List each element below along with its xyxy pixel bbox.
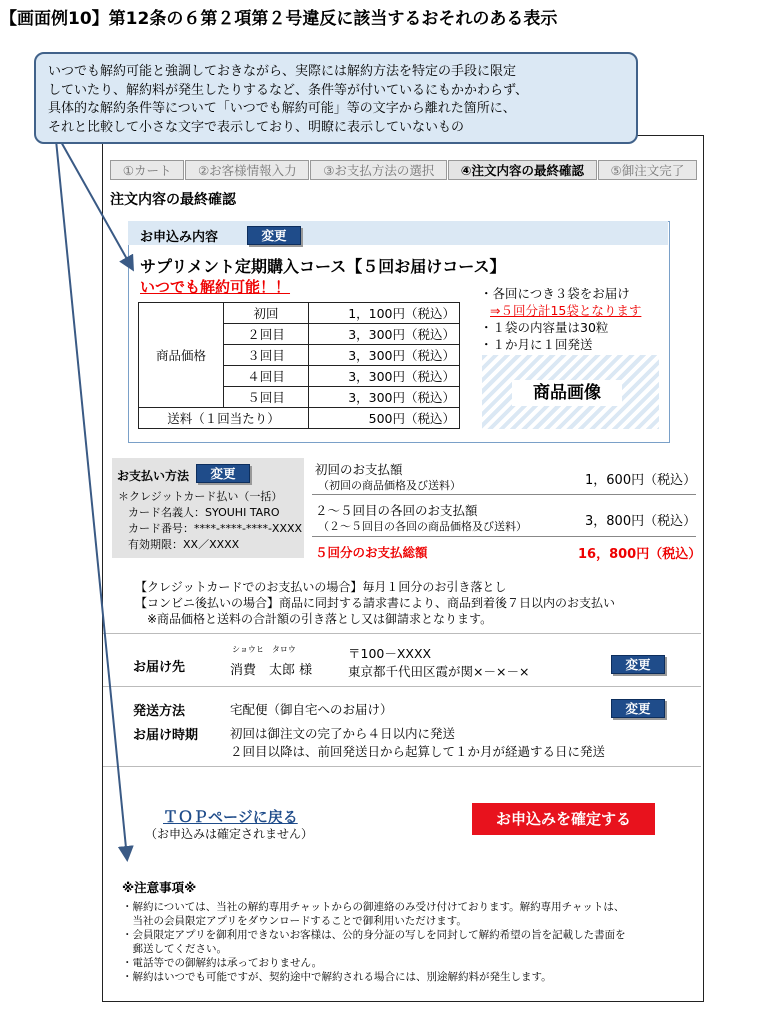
note-content: ・１袋の内容量は30粒 bbox=[480, 320, 609, 335]
caution-line: ・会員限定アプリを御利用できないお客様は、公的身分証の写しを同封して解約希望の旨を記載した書面を bbox=[122, 929, 626, 941]
payment-title: お支払い方法 bbox=[117, 469, 190, 483]
payment-type: ＊クレジットカード払い（一括） bbox=[118, 490, 283, 503]
price-row-number: 初回 bbox=[224, 303, 309, 324]
product-image-label: 商品画像 bbox=[512, 380, 622, 406]
billing-note-total: ※商品価格と送料の合計額の引き落とし又は御請求となります。 bbox=[147, 612, 493, 626]
order-header-label: お申込み内容 bbox=[140, 230, 219, 245]
card-number: カード番号：****-****-****-XXXX bbox=[128, 522, 303, 535]
note-frequency: ・１か月に１回発送 bbox=[480, 337, 593, 352]
confirm-order-button[interactable]: お申込みを確定する bbox=[472, 803, 655, 835]
delivery-name: 消費 太郎 様 bbox=[230, 663, 313, 678]
price-row-number: ５回目 bbox=[224, 387, 309, 408]
total-payment-amount: 16，800円（税込） bbox=[578, 547, 702, 562]
price-row-number: ３回目 bbox=[224, 345, 309, 366]
caution-line: ・解約はいつでも可能ですが、契約途中で解約される場合には、別途解約料が発生します。 bbox=[122, 971, 552, 983]
cancel-anytime-tagline: いつでも解約可能！！ bbox=[140, 278, 291, 296]
caution-line: 当社の会員限定アプリをダウンロードすることで御利用いただけます。 bbox=[122, 915, 467, 927]
first-payment-amount: 1，600円（税込） bbox=[585, 473, 697, 488]
rest-payment-label: ２～５回目の各回のお支払額 bbox=[315, 503, 478, 518]
delivery-postal: 〒100－XXXX bbox=[348, 646, 432, 661]
price-row-amount: 3，300円（税込） bbox=[309, 387, 460, 408]
price-row-amount: 3，300円（税込） bbox=[309, 324, 460, 345]
shipping-method-value: 宅配便（御自宅へのお届け） bbox=[230, 702, 393, 717]
shipping-label: 送料（１回当たり） bbox=[139, 408, 309, 429]
delivery-time-label: お届け時期 bbox=[133, 728, 199, 743]
delivery-label: お届け先 bbox=[133, 660, 186, 675]
delivery-time-first: 初回は御注文の完了から４日以内に発送 bbox=[230, 726, 456, 741]
caution-line: ・電話等での御解約は承っておりません。 bbox=[122, 957, 323, 969]
first-payment-label: 初回のお支払額 bbox=[315, 462, 403, 477]
step-cart: ①カート bbox=[110, 160, 184, 180]
delivery-change-button[interactable]: 変更 bbox=[611, 655, 665, 674]
callout-line: していたり、解約料が発生したりするなど、条件等が付いているにもかかわらず、 bbox=[48, 82, 528, 98]
note-bags: ・各回につき３袋をお届け bbox=[480, 286, 630, 301]
step-final-confirm: ④注文内容の最終確認 bbox=[448, 160, 597, 180]
rest-payment-sub: （２～５回目の各回の商品価格及び送料） bbox=[318, 520, 527, 533]
arrow-to-tagline bbox=[60, 140, 132, 268]
shipping-change-button[interactable]: 変更 bbox=[611, 699, 665, 718]
caution-line: 郵送してください。 bbox=[122, 943, 227, 955]
step-customer-info: ②お客様情報入力 bbox=[185, 160, 309, 180]
product-name: サプリメント定期購入コース【５回お届けコース】 bbox=[140, 257, 506, 276]
caution-line: ・解約については、当社の解約専用チャットからの御連絡のみ受け付けております。解約専用チャットは、 bbox=[122, 901, 625, 913]
card-expiry: 有効期限：XX／XXXX bbox=[128, 538, 240, 551]
price-row-number: ４回目 bbox=[224, 366, 309, 387]
card-holder: カード名義人：SYOUHI TARO bbox=[128, 506, 280, 519]
payment-change-button[interactable]: 変更 bbox=[196, 464, 250, 483]
price-row-amount: 1，100円（税込） bbox=[309, 303, 460, 324]
callout-line: それと比較して小さな文字で表示しており、明瞭に表示していないもの bbox=[48, 119, 465, 135]
billing-note-card-text: 【クレジットカードでのお支払いの場合】毎月１回分のお引き落とし bbox=[135, 580, 507, 594]
arrow-to-caution bbox=[56, 140, 127, 858]
delivery-furigana: ショウヒ タロウ bbox=[232, 645, 296, 654]
callout-line: いつでも解約可能と強調しておきながら、実際には解約方法を特定の手段に限定 bbox=[48, 64, 517, 79]
callout-line: 具体的な解約条件等について「いつでも解約可能」等の文字から離れた箇所に、 bbox=[48, 101, 516, 116]
rest-payment-amount: 3，800円（税込） bbox=[585, 514, 697, 529]
step-payment-method: ③お支払方法の選択 bbox=[310, 160, 447, 180]
price-label: 商品価格 bbox=[139, 303, 224, 408]
total-payment-label: ５回分のお支払総額 bbox=[315, 545, 428, 560]
page-title: 【画面例10】第12条の６第２項第２号違反に該当するおそれのある表示 bbox=[0, 9, 558, 29]
caution-title: ※注意事項※ bbox=[122, 880, 197, 895]
explanation-callout bbox=[34, 52, 638, 144]
section-title: 注文内容の最終確認 bbox=[110, 192, 236, 208]
top-page-link[interactable]: ＴＯＰページに戻る bbox=[163, 808, 298, 826]
order-change-button[interactable]: 変更 bbox=[247, 226, 301, 245]
note-total-bags: ⇒５回分計15袋となります bbox=[490, 303, 642, 318]
delivery-time-subsequent: ２回目以降は、前回発送日から起算して１か月が経過する日に発送 bbox=[230, 744, 606, 759]
delivery-address: 東京都千代田区霞が関×－×－× bbox=[348, 664, 530, 679]
billing-note-convenience: 【コンビニ後払いの場合】商品に同封する請求書により、商品到着後７日以内のお支払い bbox=[135, 596, 616, 610]
top-page-note: （お申込みは確定されません） bbox=[145, 827, 314, 841]
price-row-amount: 3，300円（税込） bbox=[309, 345, 460, 366]
price-row-amount: 3，300円（税込） bbox=[309, 366, 460, 387]
shipping-amount: 500円（税込） bbox=[309, 408, 460, 429]
shipping-method-label: 発送方法 bbox=[133, 704, 186, 719]
price-row-number: ２回目 bbox=[224, 324, 309, 345]
step-complete: ⑤御注文完了 bbox=[598, 160, 697, 180]
first-payment-sub: （初回の商品価格及び送料） bbox=[318, 479, 461, 492]
